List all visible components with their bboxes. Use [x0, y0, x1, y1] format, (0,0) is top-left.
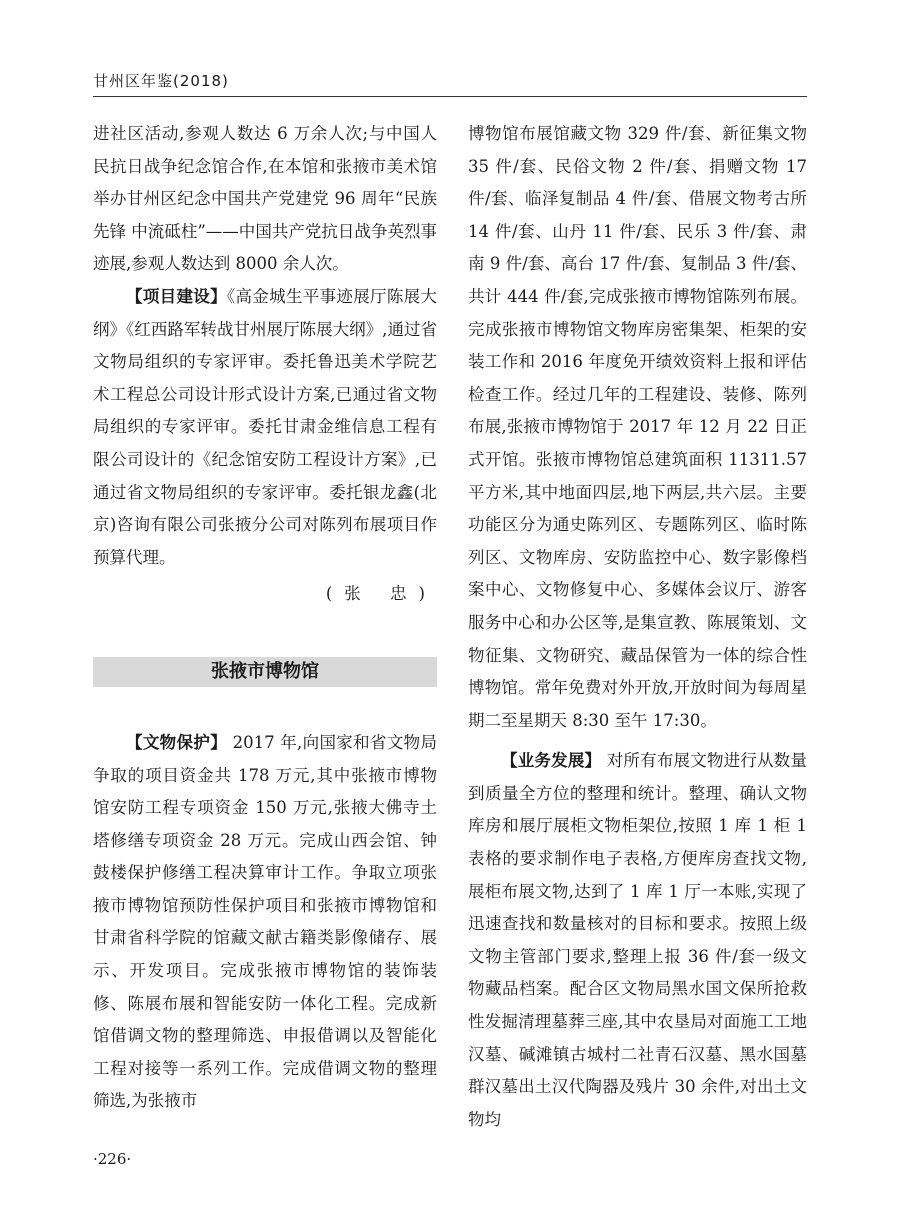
- section-heading-project: 【项目建设】: [126, 286, 227, 306]
- section-heading-protection: 【文物保护】: [126, 732, 228, 752]
- left-column: [93, 118, 437, 1118]
- section-heading-business: 【业务发展】: [501, 751, 602, 771]
- page-number: ·226·: [93, 1150, 132, 1168]
- paragraph-protection: [93, 727, 437, 1118]
- article-title: 张掖市博物馆: [93, 657, 437, 687]
- author-credit: (张 忠): [325, 584, 437, 604]
- header-rule: [93, 96, 807, 97]
- protection-text: 2017 年,向国家和省文物局争取的项目资金共 178 万元,其中张掖市博物馆安防工程专项资金 150 万元,张掖大佛寺土塔修缮专项资金 28 万元。完成山西会馆、钟鼓楼保护修缮工程决算审计工作。争取立项张掖市博物馆预防性保护项目和张掖市博物馆和甘肃省科学院的馆藏文献古籍类影像储存、展示、开发项目。完成张掖市博物馆的装饰装修、陈展布展和智能安防一体化工程。完成新馆借调文物的整理筛选、申报借调以及智能化工程对接等一系列工作。完成借调文物的整理筛选,为张掖市: [93, 732, 438, 1111]
- paragraph-project-construction: [93, 281, 437, 574]
- running-header: 甘州区年鉴(2018): [93, 72, 229, 90]
- paragraph-continued-right: 博物馆布展馆藏文物 329 件/套、新征集文物 35 件/套、民俗文物 2 件/套、捐赠文物 17 件/套、临泽复制品 4 件/套、借展文物考古所 14 件/套、山丹 11 件/套、民乐 3 件/套、肃南 9 件/套、高台 17 件/套、复制品 3 件/套、共计 444 件/套,完成张掖市博物馆陈列布展。完成张掖市博物馆文物库房密集架、柜架的安装工作和 2016 年度免开绩效资料上报和评估检查工作。经过几年的工程建设、装修、陈列布展,张掖市博物馆于 2017 年 12 月 22 日正式开馆。张掖市博物馆总建筑面积 11311.57 平方米,其中地面四层,地下两层,共六层。主要功能区分为通史陈列区、专题陈列区、临时陈列区、文物库房、安防监控中心、数字影像档案中心、文物修复中心、多媒体会议厅、游客服务中心和办公区等,是集宣教、陈展策划、文物征集、文物研究、藏品保管为一体的综合性博物馆。常年免费对外开放,开放时间为每周星期二至星期天 8:30 至午 17:30。: [468, 124, 807, 730]
- project-text: 《高金城生平事迹展厅陈展大纲》《红西路军转战甘州展厅陈展大纲》,通过省文物局组织的专家评审。委托鲁迅美术学院艺术工程总公司设计形式设计方案,已通过省文物局组织的专家评审。委托甘肃金维信息工程有限公司设计的《纪念馆安防工程设计方案》,已通过省文物局组织的专家评审。委托银龙鑫(北京)咨询有限公司张掖分公司对陈列布展项目作预算代理。: [93, 286, 438, 567]
- paragraph-continued-left: 进社区活动,参观人数达 6 万余人次;与中国人民抗日战争纪念馆合作,在本馆和张掖市美术馆举办甘州区纪念中国共产党建党 96 周年“民族先锋 中流砥柱”——中国共产党抗日战争英烈事迹展,参观人数达到 8000 余人次。: [93, 124, 437, 274]
- paragraph-business: [468, 745, 807, 1136]
- business-text: 对所有布展文物进行从数量到质量全方位的整理和统计。整理、确认文物库房和展厅展柜文物柜架位,按照 1 库 1 柜 1 表格的要求制作电子表格,方便库房查找文物,展柜布展文物,达到了 1 库 1 厅一本账,实现了迅速查找和数量核对的目标和要求。按照上级文物主管部门要求,整理上报 36 件/套一级文物藏品档案。配合区文物局黑水国文保所抢救性发掘清理墓葬三座,其中农垦局对面施工工地汉墓、碱滩镇古城村二社青石汉墓、黑水国墓群汉墓出土汉代陶器及残片 30 余件,对出土文物均: [468, 751, 807, 1129]
- right-column: [468, 118, 807, 1136]
